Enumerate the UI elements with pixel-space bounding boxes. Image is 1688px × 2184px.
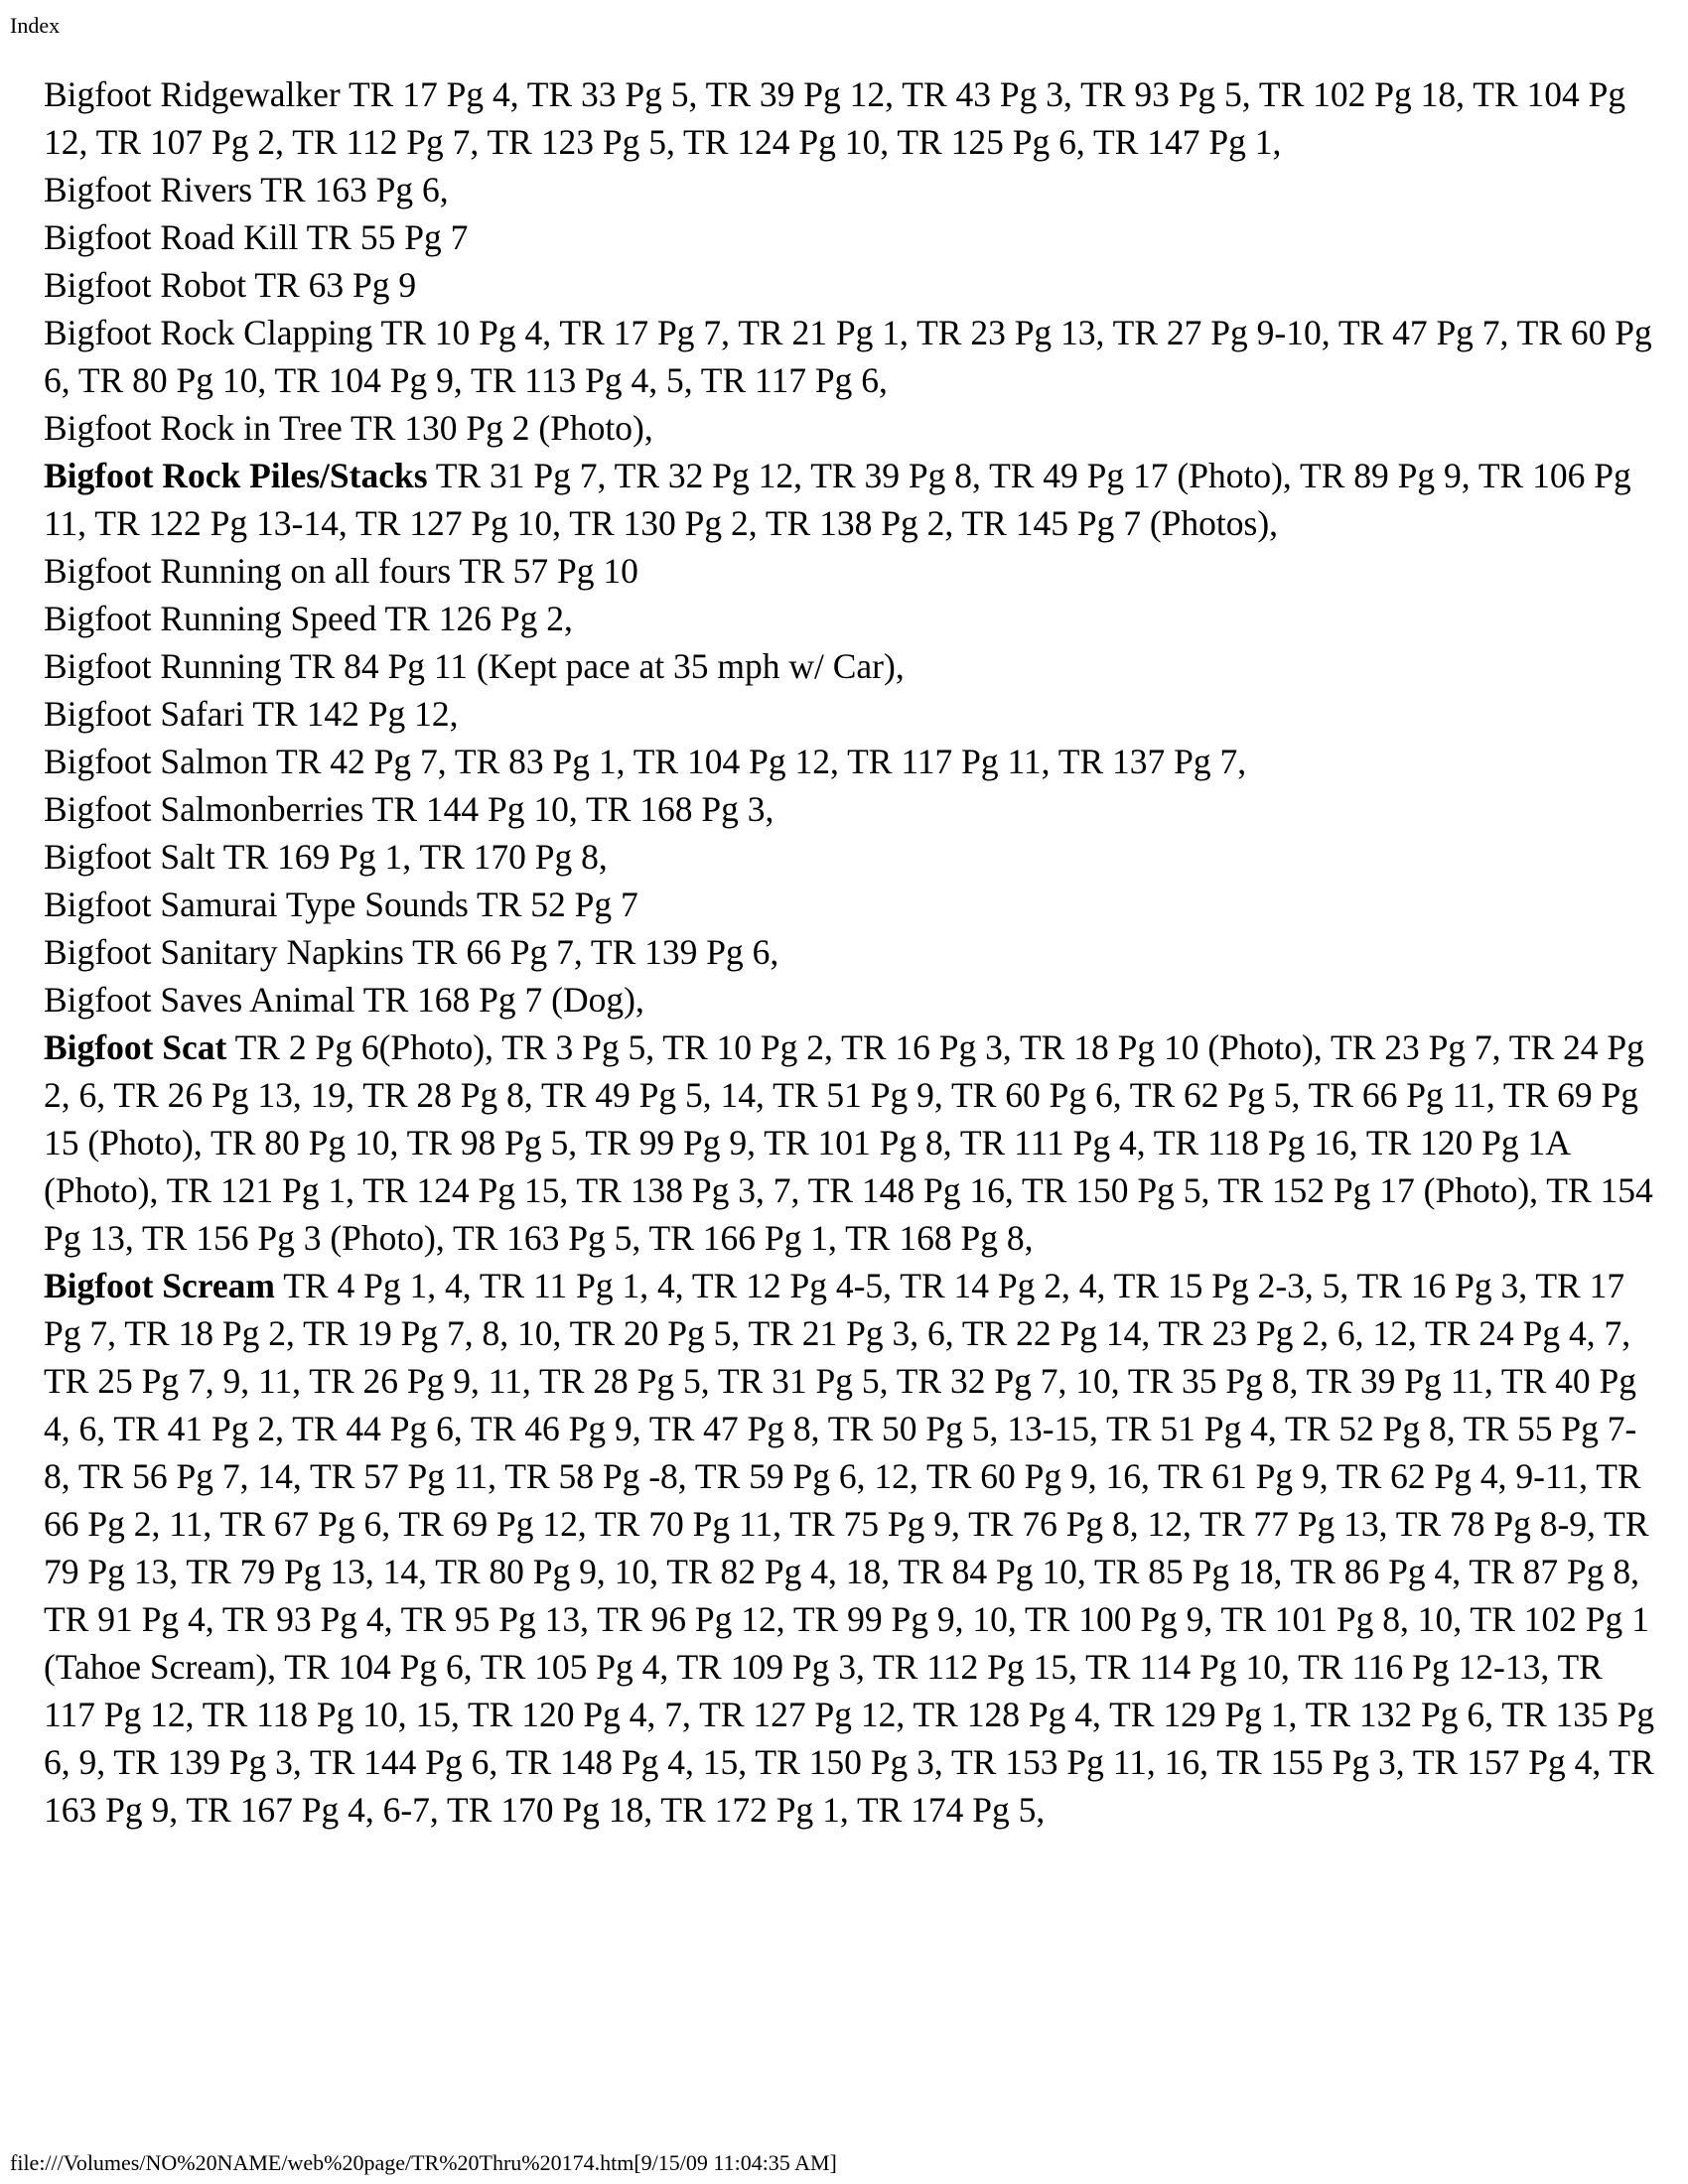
index-entry-refs: Bigfoot Rivers TR 163 Pg 6, xyxy=(44,170,449,209)
index-entry-term: Bigfoot Rock Piles/Stacks xyxy=(44,456,428,495)
index-entry-refs: Bigfoot Sanitary Napkins TR 66 Pg 7, TR 139 Pg 6, xyxy=(44,932,779,972)
index-entry-refs: TR 2 Pg 6(Photo), TR 3 Pg 5, TR 10 Pg 2, TR 16 Pg 3, TR 18 Pg 10 (Photo), TR 23 Pg 7, TR 24 Pg 2, 6, TR 26 Pg 13, 19, TR 28 Pg 8, TR 49 Pg 5, 14, TR 51 Pg 9, TR 60 Pg 6, TR 62 Pg 5, TR 66 Pg 11, TR 69 Pg 15 (Photo), TR 80 Pg 10, TR 98 Pg 5, TR 99 Pg 9, TR 101 Pg 8, TR 111 Pg 4, TR 118 Pg 16, TR 120 Pg 1A (Photo), TR 121 Pg 1, TR 124 Pg 15, TR 138 Pg 3, 7, TR 148 Pg 16, TR 150 Pg 5, TR 152 Pg 17 (Photo), TR 154 Pg 13, TR 156 Pg 3 (Photo), TR 163 Pg 5, TR 166 Pg 1, TR 168 Pg 8, xyxy=(44,1027,1653,1258)
index-entry xyxy=(44,309,1658,404)
index-entry xyxy=(44,976,1658,1024)
index-entry-refs: Bigfoot Running TR 84 Pg 11 (Kept pace at 35 mph w/ Car), xyxy=(44,646,905,686)
index-entry-refs: Bigfoot Ridgewalker TR 17 Pg 4, TR 33 Pg 5, TR 39 Pg 12, TR 43 Pg 3, TR 93 Pg 5, TR 102 Pg 18, TR 104 Pg 12, TR 107 Pg 2, TR 112 Pg 7, TR 123 Pg 5, TR 124 Pg 10, TR 125 Pg 6, TR 147 Pg 1, xyxy=(44,74,1626,162)
index-entry xyxy=(44,785,1658,833)
index-entry xyxy=(44,261,1658,309)
index-entry xyxy=(44,452,1658,547)
index-entry xyxy=(44,1024,1658,1262)
index-entry-refs: Bigfoot Road Kill TR 55 Pg 7 xyxy=(44,217,469,257)
index-entry xyxy=(44,642,1658,690)
page-source-url: file:///Volumes/NO%20NAME/web%20page/TR%20Thru%20174.htm[9/15/09 11:04:35 AM] xyxy=(10,2150,837,2175)
index-entry-term: Bigfoot Scream xyxy=(44,1266,276,1305)
index-entry xyxy=(44,404,1658,452)
index-entry-refs: Bigfoot Samurai Type Sounds TR 52 Pg 7 xyxy=(44,885,638,924)
index-entry xyxy=(44,881,1658,928)
index-entry xyxy=(44,833,1658,881)
index-entry-refs: TR 4 Pg 1, 4, TR 11 Pg 1, 4, TR 12 Pg 4-5, TR 14 Pg 2, 4, TR 15 Pg 2-3, 5, TR 16 Pg 3, TR 17 Pg 7, TR 18 Pg 2, TR 19 Pg 7, 8, 10, TR 20 Pg 5, TR 21 Pg 3, 6, TR 22 Pg 14, TR 23 Pg 2, 6, 12, TR 24 Pg 4, 7, TR 25 Pg 7, 9, 11, TR 26 Pg 9, 11, TR 28 Pg 5, TR 31 Pg 5, TR 32 Pg 7, 10, TR 35 Pg 8, TR 39 Pg 11, TR 40 Pg 4, 6, TR 41 Pg 2, TR 44 Pg 6, TR 46 Pg 9, TR 47 Pg 8, TR 50 Pg 5, 13-15, TR 51 Pg 4, TR 52 Pg 8, TR 55 Pg 7-8, TR 56 Pg 7, 14, TR 57 Pg 11, TR 58 Pg -8, TR 59 Pg 6, 12, TR 60 Pg 9, 16, TR 61 Pg 9, TR 62 Pg 4, 9-11, TR 66 Pg 2, 11, TR 67 Pg 6, TR 69 Pg 12, TR 70 Pg 11, TR 75 Pg 9, TR 76 Pg 8, 12, TR 77 Pg 13, TR 78 Pg 8-9, TR 79 Pg 13, TR 79 Pg 13, 14, TR 80 Pg 9, 10, TR 82 Pg 4, 18, TR 84 Pg 10, TR 85 Pg 18, TR 86 Pg 4, TR 87 Pg 8, TR 91 Pg 4, TR 93 Pg 4, TR 95 Pg 13, TR 96 Pg 12, TR 99 Pg 9, 10, TR 100 Pg 9, TR 101 Pg 8, 10, TR 102 Pg 1 (Tahoe Scream), TR 104 Pg 6, TR 105 Pg 4, TR 109 Pg 3, TR 112 Pg 15, TR 114 Pg 10, TR 116 Pg 12-13, TR 117 Pg 12, TR 118 Pg 10, 15, TR 120 Pg 4, 7, TR 127 Pg 12, TR 128 Pg 4, TR 129 Pg 1, TR 132 Pg 6, TR 135 Pg 6, 9, TR 139 Pg 3, TR 144 Pg 6, TR 148 Pg 4, 15, TR 150 Pg 3, TR 153 Pg 11, 16, TR 155 Pg 3, TR 157 Pg 4, TR 163 Pg 9, TR 167 Pg 4, 6-7, TR 170 Pg 18, TR 172 Pg 1, TR 174 Pg 5, xyxy=(44,1266,1655,1830)
index-entry-refs: Bigfoot Salmonberries TR 144 Pg 10, TR 168 Pg 3, xyxy=(44,789,774,829)
index-entry-refs: Bigfoot Running on all fours TR 57 Pg 10 xyxy=(44,551,638,591)
index-entry xyxy=(44,70,1658,166)
index-entry xyxy=(44,547,1658,595)
page-title: Index xyxy=(10,13,61,38)
index-entry xyxy=(44,595,1658,642)
index-entry xyxy=(44,166,1658,213)
index-entry xyxy=(44,928,1658,976)
index-entry-refs: Bigfoot Rock Clapping TR 10 Pg 4, TR 17 Pg 7, TR 21 Pg 1, TR 23 Pg 13, TR 27 Pg 9-10, TR 47 Pg 7, TR 60 Pg 6, TR 80 Pg 10, TR 104 Pg 9, TR 113 Pg 4, 5, TR 117 Pg 6, xyxy=(44,313,1652,400)
index-entry-refs: Bigfoot Salt TR 169 Pg 1, TR 170 Pg 8, xyxy=(44,837,608,877)
index-entry-refs: Bigfoot Rock in Tree TR 130 Pg 2 (Photo), xyxy=(44,408,653,448)
index-entry xyxy=(44,738,1658,785)
index-entry-refs: TR 31 Pg 7, TR 32 Pg 12, TR 39 Pg 8, TR 49 Pg 17 (Photo), TR 89 Pg 9, TR 106 Pg 11, TR 122 Pg 13-14, TR 127 Pg 10, TR 130 Pg 2, TR 138 Pg 2, TR 145 Pg 7 (Photos), xyxy=(44,456,1631,543)
index-entry xyxy=(44,690,1658,738)
index-entry-refs: Bigfoot Salmon TR 42 Pg 7, TR 83 Pg 1, TR 104 Pg 12, TR 117 Pg 11, TR 137 Pg 7, xyxy=(44,742,1247,781)
index-entry xyxy=(44,1262,1658,1834)
index-entry-term: Bigfoot Scat xyxy=(44,1027,227,1067)
index-entry xyxy=(44,213,1658,261)
index-entry-refs: Bigfoot Running Speed TR 126 Pg 2, xyxy=(44,599,573,638)
index-entry-refs: Bigfoot Saves Animal TR 168 Pg 7 (Dog), xyxy=(44,980,644,1020)
index-list xyxy=(44,70,1658,1834)
index-entry-refs: Bigfoot Safari TR 142 Pg 12, xyxy=(44,694,459,734)
index-entry-refs: Bigfoot Robot TR 63 Pg 9 xyxy=(44,265,417,305)
